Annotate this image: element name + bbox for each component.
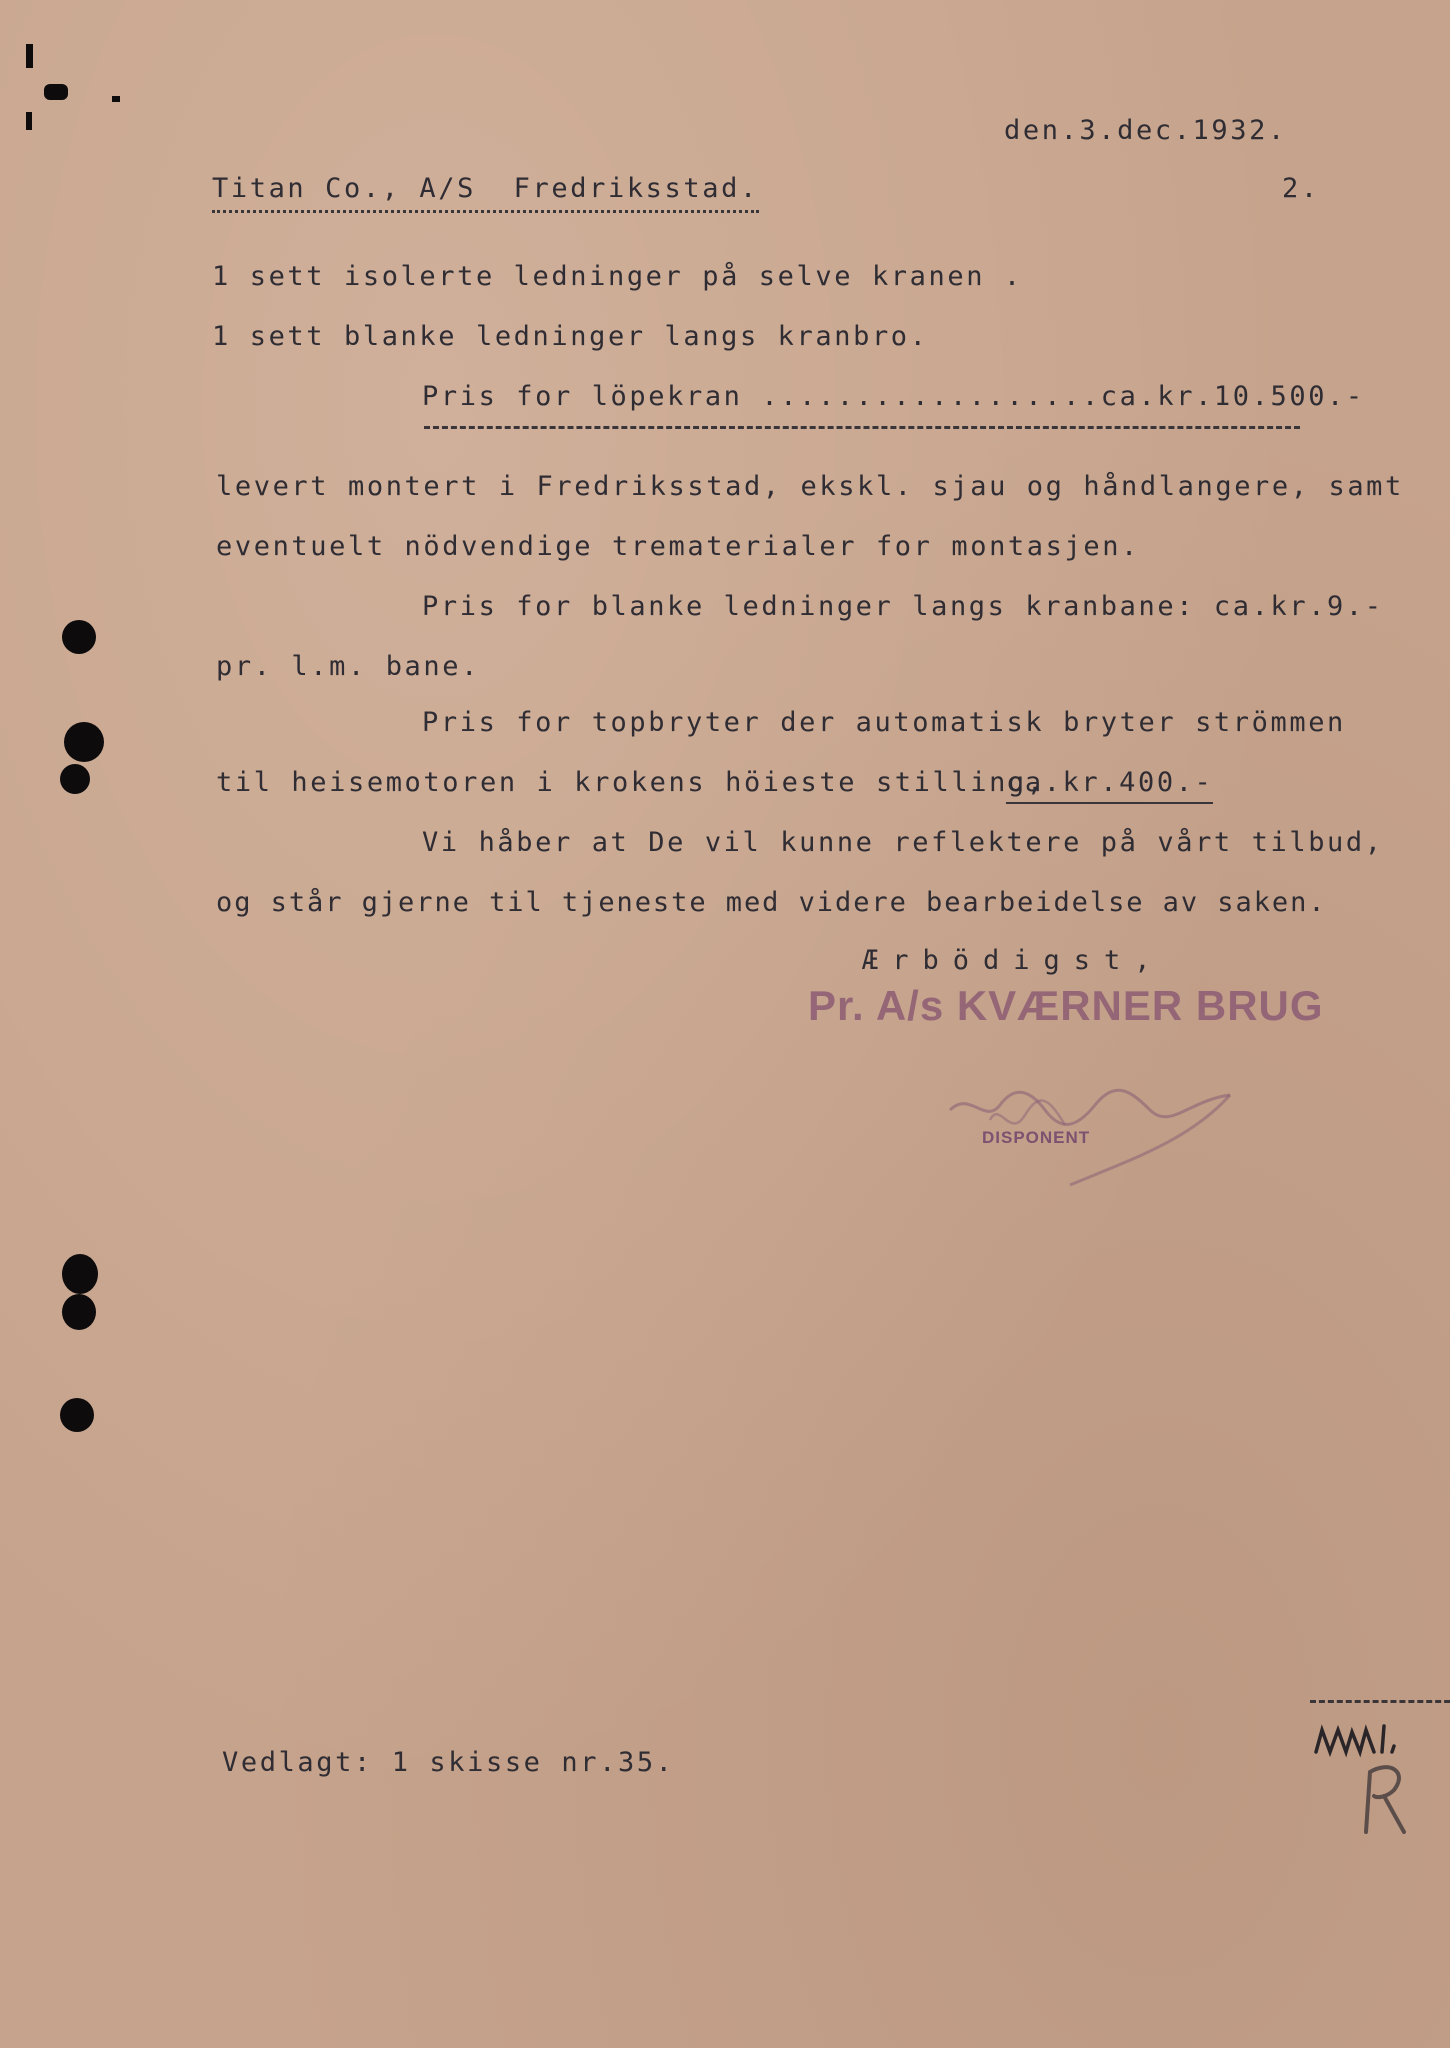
stamp-title: DISPONENT — [982, 1128, 1091, 1147]
item-line: 1 sett isolerte ledninger på selve kranen . — [212, 261, 1023, 292]
punch-hole — [62, 1294, 96, 1330]
edge-mark — [112, 96, 120, 102]
salutation: Ærbödigst, — [862, 945, 1165, 976]
closing-line: og står gjerne til tjeneste med videre bearbeidelse av saken. — [216, 887, 1327, 918]
company-stamp: Pr. A/s KVÆRNER BRUG — [808, 982, 1324, 1029]
edge-mark — [26, 112, 32, 130]
footer-mark — [1354, 1752, 1414, 1842]
punch-hole — [60, 764, 90, 794]
closing-line: Vi håber at De vil kunne reflektere på vårt tilbud, — [422, 827, 1384, 858]
punch-hole — [62, 620, 96, 654]
edge-mark — [44, 84, 68, 100]
punch-hole — [64, 722, 104, 762]
recipient-line: Titan Co., A/S Fredriksstad. — [212, 172, 759, 213]
letter-date: den.3.dec.1932. — [1004, 115, 1287, 146]
crane-price-line: Pris for löpekran ..................ca.kr.10.500.- — [422, 381, 1365, 412]
edge-mark — [26, 44, 33, 68]
page-number: 2. — [1282, 173, 1320, 204]
paragraph-line: levert montert i Fredriksstad, ekskl. sjau og håndlangere, samt — [216, 471, 1404, 502]
item-line: 1 sett blanke ledninger langs kranbro. — [212, 321, 929, 352]
enclosure-line: Vedlagt: 1 skisse nr.35. — [222, 1747, 675, 1778]
punch-hole — [62, 1254, 98, 1294]
switch-price-line: til heisemotoren i krokens höieste stilling, — [216, 767, 1046, 798]
switch-price-amount: ca.kr.400.- — [1006, 766, 1213, 804]
punch-hole — [60, 1398, 94, 1432]
wires-price-line: Pris for blanke ledninger langs kranbane: ca.kr.9.- — [422, 591, 1384, 622]
footer-dash — [1310, 1700, 1450, 1703]
price-underline — [424, 426, 1300, 429]
switch-price-line: Pris for topbryter der automatisk bryter strömmen — [422, 707, 1346, 738]
wires-price-unit: pr. l.m. bane. — [216, 651, 480, 682]
paragraph-line: eventuelt nödvendige trematerialer for montasjen. — [216, 531, 1140, 562]
